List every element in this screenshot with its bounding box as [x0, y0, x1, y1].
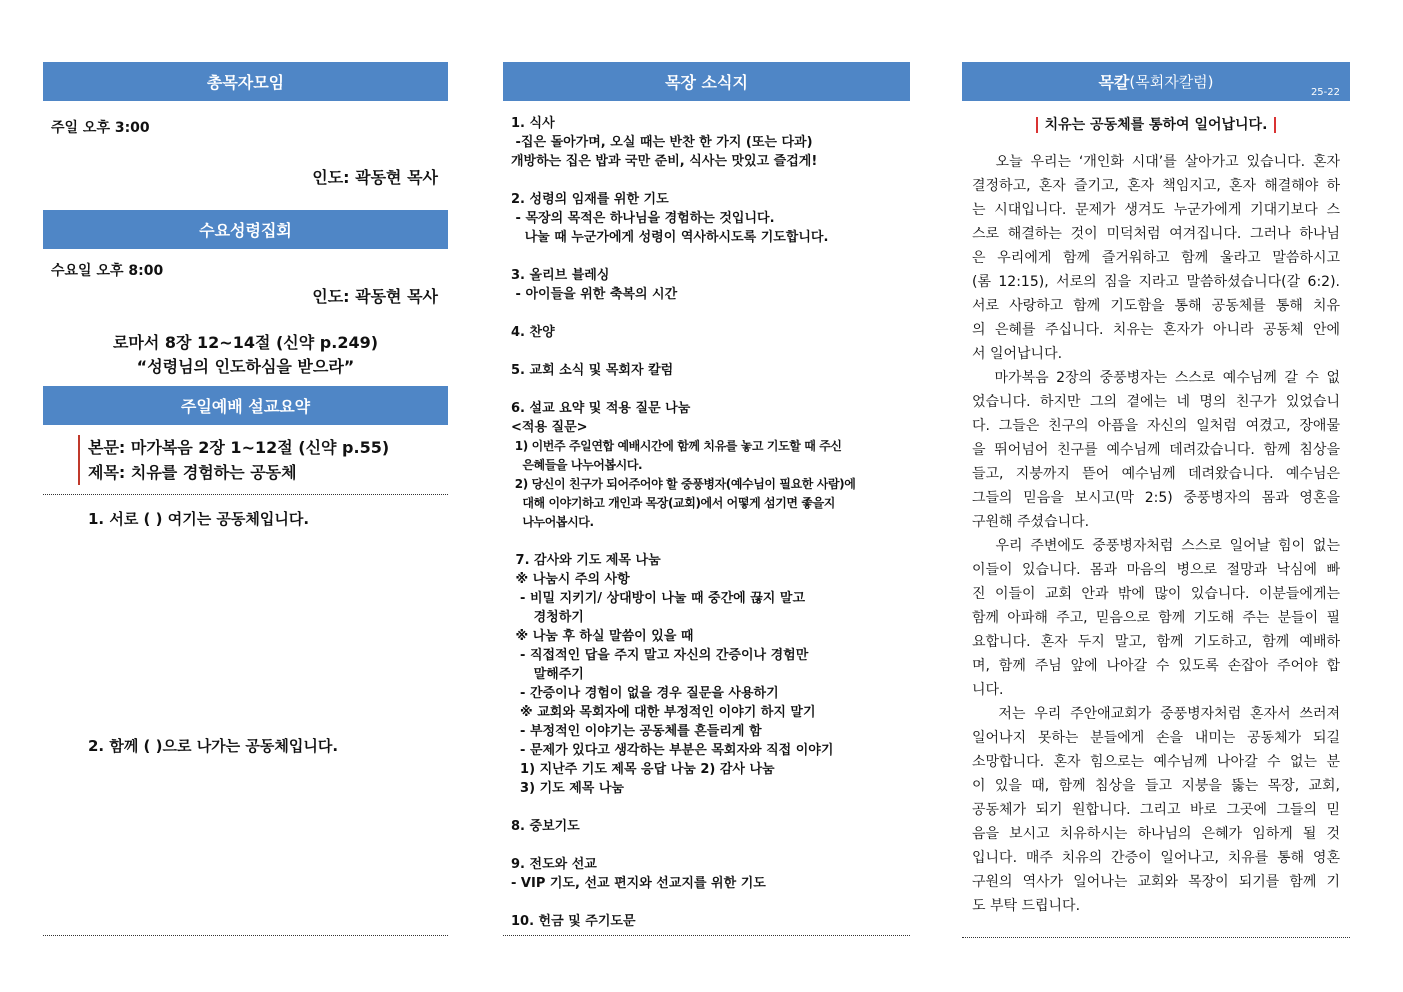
elders-meeting-header: [43, 62, 448, 101]
news-line: 말해주기: [511, 667, 584, 682]
column-line: 결정하고, 혼자 즐기고, 혼자 책임지고, 혼자 해결해야 하: [972, 178, 1340, 194]
column-title-wrap: [962, 114, 1350, 135]
wednesday-service-time: 수요일 오후 8:00: [51, 263, 164, 279]
column-title: 치유는 공동체를 통하여 일어납니다.: [1036, 117, 1277, 133]
column-line: 입니다. 매주 치유의 간증이 일어나고, 치유를 통해 영혼: [972, 850, 1340, 866]
cell-news-header: [503, 62, 910, 101]
column-line: 들고, 지붕까지 뜯어 예수님께 데려왔습니다. 예수님은: [972, 466, 1340, 482]
wednesday-service-title: 수요성령집회: [199, 221, 292, 240]
elders-meeting-title: 총목자모임: [206, 73, 285, 92]
column-line: 을 뛰어넘어 친구를 예수님께 데려갔습니다. 함께 침상을: [972, 442, 1340, 458]
wednesday-service-leader: 인도: 곽동현 목사: [312, 287, 438, 306]
divider: [962, 937, 1350, 938]
column-line: 일어나지 못하는 분들에게 손을 내미는 공동체가 되길: [972, 730, 1340, 746]
spacer: [511, 532, 855, 551]
column-line: 었습니다. 하지만 그의 곁에는 네 명의 친구가 있었습니: [972, 394, 1340, 410]
news-line: - 아이들을 위한 축복의 시간: [511, 287, 678, 302]
column-line: 다. 그들은 친구의 아픔을 자신의 일처럼 여겼고, 장애물: [972, 418, 1340, 434]
column-line: 요합니다. 혼자 두지 말고, 함께 기도하고, 함께 예배하: [972, 634, 1340, 650]
column-body: [972, 150, 1340, 918]
elders-meeting-time: 주일 오후 3:00: [51, 120, 150, 136]
column-line: 며, 함께 주님 앞에 나아갈 수 있도록 손잡아 주어야 합: [972, 658, 1340, 674]
bible-title: “성령님의 인도하심을 받으라”: [136, 357, 355, 376]
elders-meeting-leader: 인도: 곽동현 목사: [312, 168, 438, 187]
sermon-summary-header: [43, 386, 448, 425]
column-line: 의 은혜를 주십니다. 치유는 혼자가 아니라 공동체 안에: [972, 322, 1340, 338]
news-line: - VIP 기도, 선교 편지와 선교지를 위한 기도: [511, 876, 766, 891]
column-line: 소망합니다. 혼자 힘으로는 예수님께 나아갈 수 없는 분: [972, 754, 1340, 770]
column-line: 구원해 주셨습니다.: [972, 514, 1090, 530]
news-line: 나눌 때 누군가에게 성령이 역사하시도록 기도합니다.: [511, 230, 829, 245]
news-line: 6. 설교 요약 및 적용 질문 나눔: [511, 401, 691, 416]
column-line: 그들의 믿음을 보시고(막 2:5) 중풍병자의 몸과 영혼을: [972, 490, 1340, 506]
column-line: 서로 사랑하고 함께 기도함을 통해 공동체를 통해 치유: [972, 298, 1340, 314]
cell-news-body: [511, 114, 855, 931]
column-line: 오늘 우리는 ‘개인화 시대’를 살아가고 있습니다. 혼자: [972, 154, 1340, 170]
column-line: 함께 아파해 주고, 믿음으로 함께 기도해 주는 분들이 필: [972, 610, 1340, 626]
divider: [43, 494, 448, 495]
wednesday-service-header: [43, 210, 448, 249]
bible-reference: 로마서 8장 12~14절 (신약 p.249): [112, 333, 379, 352]
issue-number: 25-22: [1310, 87, 1340, 98]
spacer: [511, 798, 855, 817]
column-line: 도 부탁 드립니다.: [972, 898, 1081, 914]
news-line: 7. 감사와 기도 제목 나눔: [511, 553, 661, 568]
pastor-column-label: 목칼: [1098, 73, 1130, 92]
sermon-summary-title: 주일예배 설교요약: [180, 397, 311, 416]
news-line: 나누어봅시다.: [511, 515, 594, 529]
column-line: (롬 12:15), 서로의 짐을 지라고 말씀하셨습니다(갈 6:2).: [972, 274, 1340, 290]
news-line: <적용 질문>: [511, 420, 588, 435]
news-line: 1) 이번주 주일연합 예배시간에 함께 치유를 놓고 기도할 때 주신: [511, 439, 842, 453]
column-line: 진 이들이 교회 안과 밖에 많이 있습니다. 이분들에게는: [972, 586, 1340, 602]
news-line: 1. 식사: [511, 116, 555, 131]
news-line: 1) 지난주 기도 제목 응답 나눔 2) 감사 나눔: [511, 762, 775, 777]
spacer: [511, 342, 855, 361]
column-line: 니다.: [972, 682, 1004, 698]
news-line: 대해 이야기하고 개인과 목장(교회)에서 어떻게 섬기면 좋을지: [511, 496, 835, 510]
column-line: 저는 우리 주안애교회가 중풍병자처럼 혼자서 쓰러져: [972, 706, 1340, 722]
news-line: - 부정적인 이야기는 공동체를 흔들리게 함: [511, 724, 762, 739]
sermon-point-2: 2. 함께 ( )으로 나가는 공동체입니다.: [88, 737, 339, 755]
divider: [43, 935, 448, 936]
column-line: 이 있을 때, 함께 침상을 들고 지붕을 뚫는 목장, 교회,: [972, 778, 1340, 794]
news-line: 3) 기도 제목 나눔: [511, 781, 624, 796]
spacer: [511, 836, 855, 855]
sermon-point-1: 1. 서로 ( ) 여기는 공동체입니다.: [88, 510, 310, 528]
column-line: 는 시대입니다. 문제가 생겨도 누군가에게 기대기보다 스: [972, 202, 1340, 218]
news-line: - 목장의 목적은 하나님을 경험하는 것입니다.: [511, 211, 775, 226]
spacer: [511, 171, 855, 190]
news-line: 2. 성령의 임재를 위한 기도: [511, 192, 669, 207]
column-line: 구원의 역사가 일어나는 교회와 목장이 되기를 함께 기: [972, 874, 1340, 890]
divider: [503, 935, 910, 936]
news-line: - 직접적인 답을 주지 말고 자신의 간증이나 경험만: [511, 648, 809, 663]
news-line: 2) 당신이 친구가 되어주어야 할 중풍병자(예수님이 필요한 사람)에: [511, 477, 856, 491]
news-line: ※ 교회와 목회자에 대한 부정적인 이야기 하지 말기: [511, 705, 816, 720]
news-line: -집은 돌아가며, 오실 때는 반찬 한 가지 (또는 다과): [511, 135, 813, 150]
cell-news-title: 목장 소식지: [665, 73, 748, 92]
news-line: 10. 헌금 및 주기도문: [511, 914, 636, 929]
sermon-title: 제목: 치유를 경험하는 공동체: [88, 463, 297, 482]
pastor-column-sublabel: (목회자칼럼): [1129, 73, 1214, 91]
news-line: 3. 올리브 블레싱: [511, 268, 610, 283]
spacer: [511, 247, 855, 266]
spacer: [511, 380, 855, 399]
news-line: 경청하기: [511, 610, 584, 625]
column-line: 마가복음 2장의 중풍병자는 스스로 예수님께 갈 수 없: [972, 370, 1340, 386]
spacer: [511, 893, 855, 912]
news-line: 9. 전도와 선교: [511, 857, 597, 872]
news-line: - 비밀 지키기/ 상대방이 나눌 때 중간에 끊지 말고: [511, 591, 806, 606]
column-line: 우리 주변에도 중풍병자처럼 스스로 일어날 힘이 없는: [972, 538, 1340, 554]
sermon-info: [78, 435, 389, 485]
column-line: 은 우리에게 함께 즐거워하고 함께 울라고 말씀하시고: [972, 250, 1340, 266]
column-line: 서 일어납니다.: [972, 346, 1063, 362]
news-line: 4. 찬양: [511, 325, 555, 340]
column-line: 스로 해결하는 것이 미덕처럼 여겨집니다. 그러나 하나님: [972, 226, 1340, 242]
column-line: 공동체가 되기 원합니다. 그리고 바로 그곳에 그들의 믿: [972, 802, 1340, 818]
news-line: 8. 중보기도: [511, 819, 580, 834]
news-line: 5. 교회 소식 및 목회자 칼럼: [511, 363, 674, 378]
column-line: 이들이 있습니다. 몸과 마음의 병으로 절망과 낙심에 빠: [972, 562, 1340, 578]
news-line: 은혜들을 나누어봅시다.: [511, 458, 643, 472]
column-line: 음을 보시고 치유하시는 하나님의 은혜가 임하게 될 것: [972, 826, 1340, 842]
sermon-scripture: 본문: 마가복음 2장 1~12절 (신약 p.55): [88, 438, 390, 457]
news-line: - 문제가 있다고 생각하는 부분은 목회자와 직접 이야기: [511, 743, 834, 758]
news-line: ※ 나눔 후 하실 말씀이 있을 때: [511, 629, 694, 644]
spacer: [511, 304, 855, 323]
news-line: 개방하는 집은 밥과 국만 준비, 식사는 맛있고 즐겁게!: [511, 154, 818, 169]
news-line: ※ 나눔시 주의 사항: [511, 572, 630, 587]
news-line: - 간증이나 경험이 없을 경우 질문을 사용하기: [511, 686, 779, 701]
pastor-column-header: [962, 62, 1350, 101]
